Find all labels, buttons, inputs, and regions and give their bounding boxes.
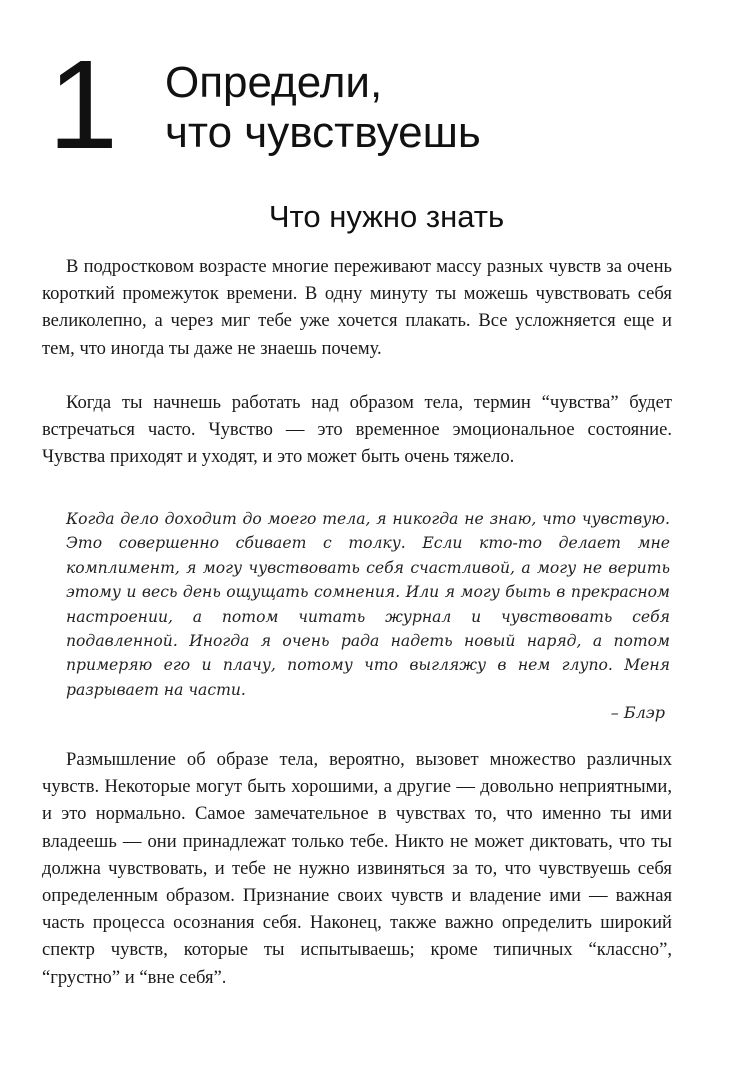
section-title: Что нужно знать xyxy=(268,199,505,234)
chapter-title xyxy=(165,58,685,158)
chapter-title-line-1: Определи, xyxy=(165,58,383,107)
paragraph-3: Размышление об образе тела, вероятно, вызовет множество различных чувств. Некоторые могут быть хорошими, а другие — довольно неприятными, и это нормально. Самое замечательное в чувствах то, что именно ты ими владеешь — они принадлежат только тебе. Никто не может диктовать, что ты должна чувствовать, и тебе не нужно извиняться за то, что чувствуешь себя определенным образом. Признание своих чувств и владение ими — важная часть процесса осознания себя. Наконец, также важно определить широкий спектр чувств, которые ты испытываешь; кроме типичных “классно”, “грустно” и “вне себя”. xyxy=(42,749,672,988)
paragraph-2: Когда ты начнешь работать над образом тела, термин “чувства” будет встречаться часто. Чувство — это временное эмоциональное состояние. Чувства приходят и уходят, и это может быть очень тяжело. xyxy=(42,392,672,468)
quote-text: Когда дело доходит до моего тела, я никогда не знаю, что чувствую. Это совершенно сбивает с толку. Если кто-то делает мне комплимент, я могу чувствовать себя счастливой, а могу не верить этому и весь день ощущать сомнения. Или я могу быть в прекрасном настроении, а потом читать журнал и чувствовать себя подавленной. Иногда я очень рада надеть новый наряд, а потом примеряю его и плачу, потому что выгляжу в нем глупо. Меня разрывает на части. xyxy=(66,510,670,699)
chapter-number: 1 xyxy=(48,34,115,175)
quote-author: – Блэр xyxy=(610,703,665,722)
paragraph-1: В подростковом возрасте многие переживают массу разных чувств за очень короткий промежуток времени. В одну минуту ты можешь чувствовать себя великолепно, а через миг тебе уже хочется плакать. Все усложняется еще и тем, что иногда ты даже не знаешь почему. xyxy=(42,256,672,359)
chapter-title-line-2: что чувствуешь xyxy=(165,108,481,157)
